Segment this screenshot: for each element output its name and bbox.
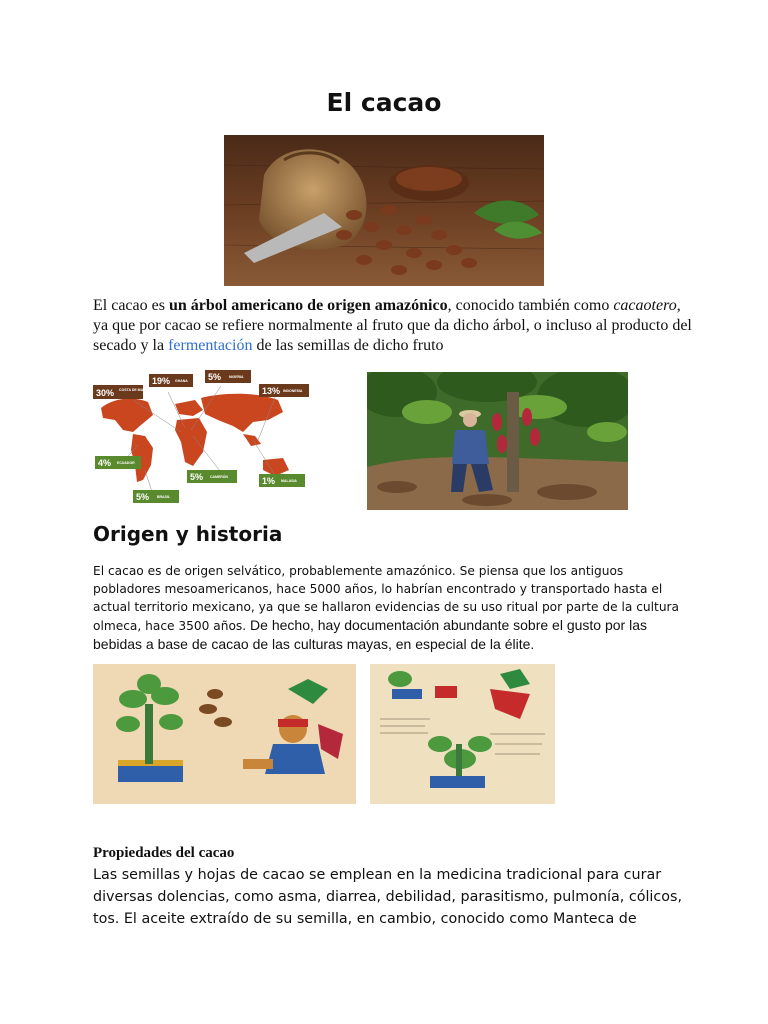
section-heading-properties: Propiedades del cacao	[93, 845, 235, 861]
map-label-name: NIGERIA	[229, 375, 244, 379]
origin-paragraph	[93, 562, 693, 654]
intro-text: El cacao es	[93, 297, 169, 314]
cacao-production-map	[93, 370, 311, 510]
map-label-name: BRASIL	[157, 495, 171, 499]
codex-illustration-right	[370, 664, 555, 804]
map-label-pct: 13%	[262, 386, 281, 396]
map-label-name: COSTA DE MARFIL	[119, 388, 151, 392]
map-label-name: ECUADOR	[117, 461, 135, 465]
intro-bold: un árbol americano de origen amazónico	[168, 297, 448, 314]
intro-text: de las semillas de dicho fruto	[252, 337, 444, 354]
intro-text: , conocido también como	[447, 297, 614, 314]
section-heading-origin: Origen y historia	[93, 522, 283, 546]
page-title: El cacao	[326, 88, 442, 117]
properties-paragraph: Las semillas y hojas de cacao se emplean en la medicina tradicional para curar diversas dolencias, como asma, diarrea, debilidad, parasitismo, pulmonía, cólicos, tos. El aceite extraído de su semilla, en cambio, conocido como Manteca de	[93, 867, 682, 927]
map-label-name: INDONESIA	[283, 389, 303, 393]
codex-illustration-left	[93, 664, 356, 804]
intro-paragraph	[93, 296, 693, 356]
intro-italic: cacaotero	[613, 297, 677, 314]
map-label-name: MALASIA	[281, 479, 297, 483]
map-label-pct: 4%	[98, 458, 112, 468]
cacao-farmer-photo	[367, 372, 628, 510]
origin-text-b: De hecho, hay documentación abundante sobre el gusto por las bebidas a base de cacao de las culturas mayas, en especial de la élite.	[93, 617, 647, 652]
map-label-pct: 5%	[208, 372, 222, 382]
cacao-beans-photo	[224, 135, 544, 286]
map-label-name: GHANA	[175, 379, 188, 383]
map-label-pct: 30%	[96, 388, 115, 398]
map-label-pct: 5%	[136, 492, 150, 502]
intro-text: , ya que por cacao se refiere normalmente al fruto que da dicho árbol, o incluso al producto del secado y la	[93, 297, 692, 354]
map-label-pct: 5%	[190, 472, 204, 482]
origin-text: El cacao es de origen selvático, probablemente amazónico. Se piensa que los antiguos pobladores mesoamericanos, hace 5000 años, lo habrían encontrado y transportado hasta el actual territorio mexicano, ya que se hallaron evidencias de su uso ritual por parte de la cultura olmeca, hace 3500 años.	[93, 564, 680, 633]
map-label-pct: 1%	[262, 476, 276, 486]
map-label-pct: 19%	[152, 376, 171, 386]
map-label-name: CAMERÚN	[210, 475, 228, 479]
fermentacion-link[interactable]: fermentación	[168, 337, 253, 354]
